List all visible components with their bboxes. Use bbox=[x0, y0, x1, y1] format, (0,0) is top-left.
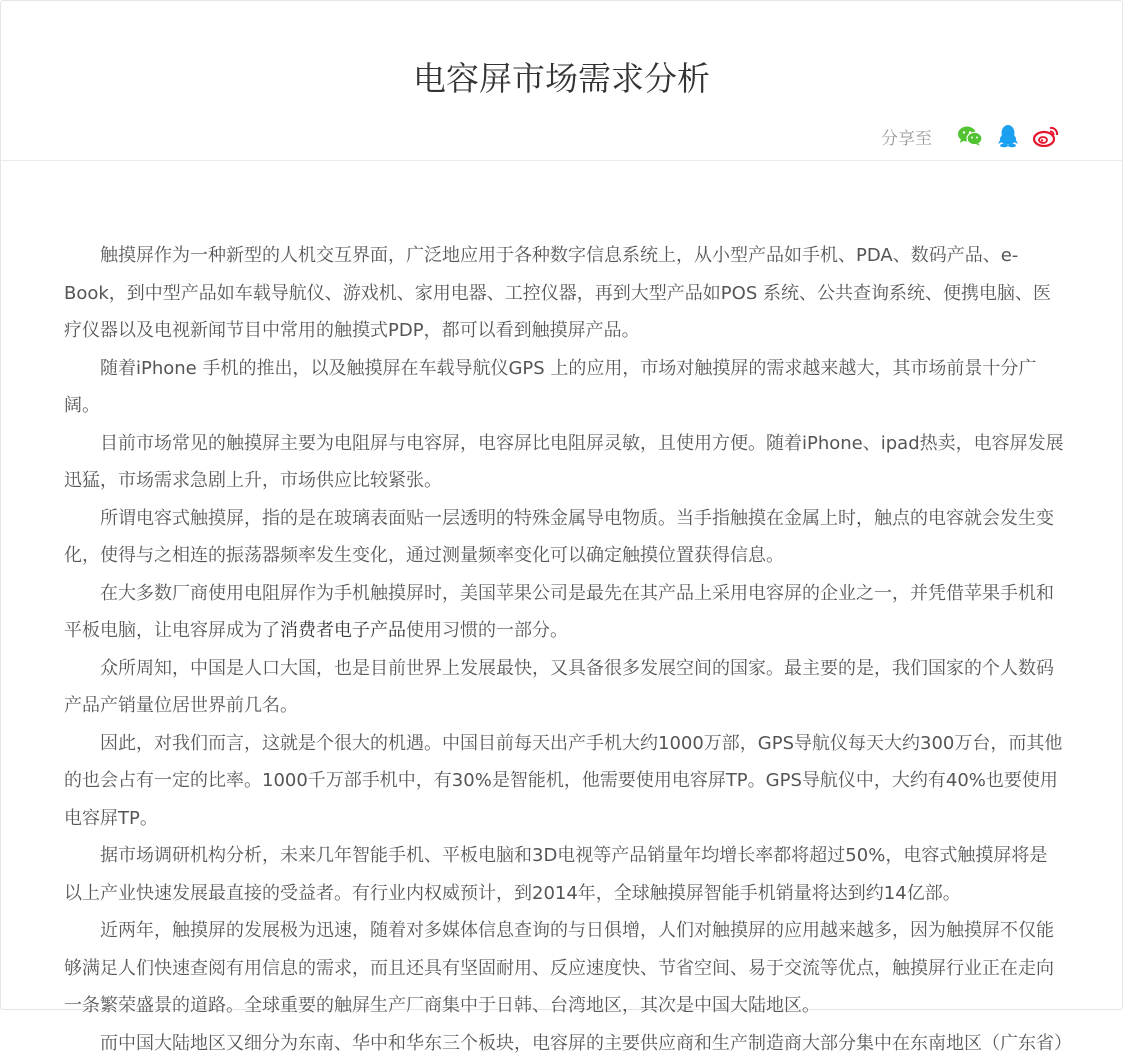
paragraph: 因此，对我们而言，这就是个很大的机遇。中国目前每天出产手机大约1000万部，GPS导航仪每天大约300万台，而其他的也会占有一定的比率。1000千万部手机中，有30%是智能机，他需要使用电容屏TP。GPS导航仪中，大约有40%也要使用电容屏TP。 bbox=[64, 725, 1064, 838]
paragraph-text: 使用习惯的一部分。 bbox=[406, 620, 568, 641]
paragraph: 近两年，触摸屏的发展极为迅速，随着对多媒体信息查询的与日俱增，人们对触摸屏的应用越来越多，因为触摸屏不仅能够满足人们快速查阅有用信息的需求，而且还具有坚固耐用、反应速度快、节省空间、易于交流等优点，触摸屏行业正在走向一条繁荣盛景的道路。全球重要的触屏生产厂商集中于日韩、台湾地区，其次是中国大陆地区。 bbox=[64, 912, 1064, 1025]
paragraph: 触摸屏作为一种新型的人机交互界面，广泛地应用于各种数字信息系统上，从小型产品如手机、PDA、数码产品、e-Book，到中型产品如车载导航仪、游戏机、家用电器、工控仪器，再到大型产品如POS 系统、公共查询系统、便携电脑、医疗仪器以及电视新闻节目中常用的触摸式PDP，都可以看到触摸屏产品。 bbox=[64, 237, 1064, 350]
page-title: 电容屏市场需求分析 bbox=[1, 53, 1122, 100]
highlight-link[interactable]: 消费者电子产品 bbox=[280, 620, 406, 641]
paragraph: 随着iPhone 手机的推出，以及触摸屏在车载导航仪GPS 上的应用，市场对触摸屏的需求越来越大，其市场前景十分广阔。 bbox=[64, 350, 1064, 425]
paragraph: 众所周知，中国是人口大国，也是目前世界上发展最快，又具备很多发展空间的国家。最主要的是，我们国家的个人数码产品产销量位居世界前几名。 bbox=[64, 650, 1064, 725]
qq-icon[interactable] bbox=[994, 122, 1022, 150]
weibo-icon[interactable] bbox=[1032, 122, 1060, 150]
article-body bbox=[64, 237, 1064, 1062]
paragraph: 据市场调研机构分析，未来几年智能手机、平板电脑和3D电视等产品销量年均增长率都将超过50%，电容式触摸屏将是以上产业快速发展最直接的受益者。有行业内权威预计，到2014年，全球触摸屏智能手机销量将达到约14亿部。 bbox=[64, 837, 1064, 912]
share-label: 分享至 bbox=[881, 124, 932, 149]
paragraph-text: 在大多数厂商使用电阻屏作为手机触摸屏时，美国苹果公司是最先在其产品上采用电容屏的企业之一，并凭借苹果手机和平板电脑，让电容屏成为了 bbox=[64, 583, 1054, 642]
paragraph bbox=[64, 575, 1064, 650]
paragraph: 所谓电容式触摸屏，指的是在玻璃表面贴一层透明的特殊金属导电物质。当手指触摸在金属上时，触点的电容就会发生变化，使得与之相连的振荡器频率发生变化，通过测量频率变化可以确定触摸位置获得信息。 bbox=[64, 500, 1064, 575]
wechat-icon[interactable] bbox=[956, 122, 984, 150]
paragraph: 目前市场常见的触摸屏主要为电阻屏与电容屏，电容屏比电阻屏灵敏，且使用方便。随着iPhone、ipad热卖，电容屏发展迅猛，市场需求急剧上升，市场供应比较紧张。 bbox=[64, 425, 1064, 500]
paragraph: 而中国大陆地区又细分为东南、华中和华东三个板块，电容屏的主要供应商和生产制造商大部分集中在东南地区（广东省） bbox=[64, 1025, 1064, 1062]
share-bar bbox=[881, 121, 1060, 151]
article-header bbox=[1, 1, 1122, 161]
